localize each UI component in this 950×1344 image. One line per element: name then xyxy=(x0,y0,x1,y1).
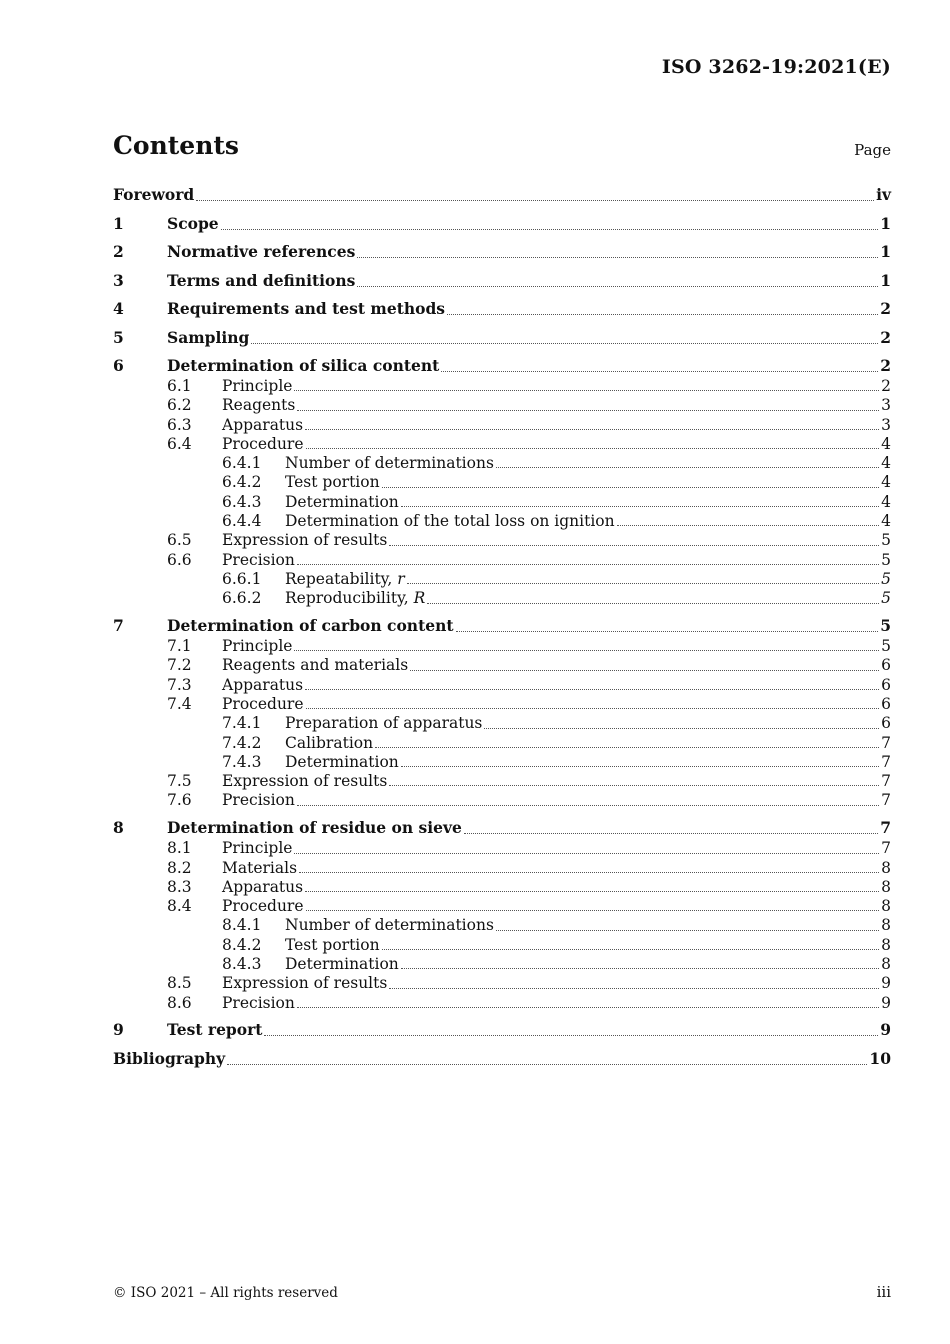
toc-entry-title[interactable] xyxy=(285,493,399,512)
toc-entry-title-text: Determination xyxy=(285,752,399,771)
dot-leader xyxy=(305,428,879,430)
toc-entry-title[interactable] xyxy=(285,753,399,772)
dot-leader xyxy=(306,447,880,449)
toc-entry[interactable] xyxy=(113,772,891,791)
toc-entry-page: 1 xyxy=(880,242,891,261)
toc-entry-title[interactable] xyxy=(167,1020,262,1041)
toc-entry-title[interactable] xyxy=(285,570,405,589)
toc-entry[interactable] xyxy=(113,570,891,589)
toc-entry-number: 8.4.1 xyxy=(222,916,262,935)
toc-entry-title[interactable] xyxy=(222,859,297,878)
dot-leader xyxy=(389,544,879,546)
dot-leader xyxy=(617,524,880,526)
dot-leader xyxy=(306,707,880,709)
dot-leader xyxy=(297,804,879,806)
toc-entry-title[interactable] xyxy=(222,839,292,858)
toc-entry-page: 9 xyxy=(880,1020,891,1040)
toc-entry-page: 2 xyxy=(880,327,891,347)
toc-entry-number: 8.6 xyxy=(167,993,192,1012)
toc-entry-title-text: Expression of results xyxy=(222,772,388,791)
toc-entry-number: 7.6 xyxy=(167,791,192,810)
toc-entry-number: 7.4 xyxy=(167,694,192,713)
dot-leader xyxy=(357,256,878,258)
toc-entry-title[interactable] xyxy=(167,299,445,320)
toc-entry-number: 1 xyxy=(113,213,124,233)
toc-entry-page: 1 xyxy=(880,213,891,233)
toc-entry-title[interactable] xyxy=(222,551,295,570)
toc-entry[interactable] xyxy=(113,416,891,435)
toc-entry-title[interactable] xyxy=(113,1049,225,1070)
toc-entry-page: 6 xyxy=(881,714,891,733)
toc-entry-number: 7.5 xyxy=(167,772,192,791)
toc-entry-title[interactable] xyxy=(222,695,304,714)
toc-entry[interactable] xyxy=(113,263,891,292)
toc-entry-number: 6.4.2 xyxy=(222,473,262,492)
toc-entry-page: 7 xyxy=(881,791,891,810)
dot-leader xyxy=(389,784,879,786)
toc-entry-title[interactable] xyxy=(285,936,380,955)
toc-entry-title-text: Test portion xyxy=(285,935,380,954)
toc-entry-title-symbol: R xyxy=(413,589,426,608)
toc-entry-title-text: Expression of results xyxy=(222,531,388,550)
toc-entry-title[interactable] xyxy=(167,214,219,235)
toc-entry-page: 7 xyxy=(880,818,891,838)
toc-entry-title-text: Expression of results xyxy=(222,974,388,993)
dot-leader xyxy=(357,285,878,287)
toc-entry-title[interactable] xyxy=(285,734,373,753)
toc-entry-title-text: Bibliography xyxy=(113,1048,226,1068)
dot-leader xyxy=(196,199,874,201)
toc-entry-number: 3 xyxy=(113,270,124,290)
toc-entry-number: 8.2 xyxy=(167,858,192,877)
toc-entry[interactable] xyxy=(113,714,891,733)
page-title: Contents xyxy=(113,131,240,160)
toc-entry-number: 9 xyxy=(113,1020,124,1040)
toc-entry-title-text: Principle xyxy=(222,637,293,656)
toc-entry[interactable] xyxy=(113,320,891,349)
toc-entry-number: 4 xyxy=(113,299,124,318)
toc-entry-number: 6.6.1 xyxy=(222,569,262,588)
toc-entry-title[interactable] xyxy=(167,242,355,263)
toc-entry-number: 6.6.2 xyxy=(222,589,262,608)
toc-entry-title[interactable] xyxy=(167,356,439,377)
toc-entry-title-text: Reagents and materials xyxy=(222,656,409,675)
toc-entry-number: 7.4.1 xyxy=(222,714,262,733)
toc-entry[interactable] xyxy=(113,839,891,858)
toc-entry[interactable] xyxy=(113,656,891,675)
dot-leader xyxy=(297,1006,879,1008)
toc-entry[interactable] xyxy=(113,1013,891,1042)
toc-entry-title-text: Procedure xyxy=(222,694,304,713)
toc-entry-title-text: Determination of carbon content xyxy=(167,616,454,636)
toc-entry-number: 7.4.2 xyxy=(222,733,262,752)
dot-leader xyxy=(401,505,879,507)
toc-entry-page: 5 xyxy=(881,531,891,550)
toc-entry[interactable] xyxy=(113,609,891,638)
toc-entry-number: 7.4.3 xyxy=(222,752,262,771)
toc-entry[interactable] xyxy=(113,753,891,772)
toc-entry[interactable] xyxy=(113,974,891,993)
toc-entry-title-text: Precision xyxy=(222,791,295,810)
toc-entry-title-text: Determination xyxy=(285,955,399,974)
toc-entry[interactable] xyxy=(113,676,891,695)
toc-entry-page: 8 xyxy=(881,877,891,896)
toc-entry-title[interactable] xyxy=(167,328,249,349)
toc-entry-title-text: Requirements and test methods xyxy=(167,299,446,318)
toc-entry-page: 7 xyxy=(881,772,891,791)
toc-entry-page: 1 xyxy=(880,270,891,290)
toc-entry-title-text: Reagents xyxy=(222,396,296,415)
toc-entry-title[interactable] xyxy=(222,772,387,791)
toc-entry-page: 7 xyxy=(881,839,891,858)
table-of-contents xyxy=(113,186,891,1070)
dot-leader xyxy=(427,602,879,604)
dot-leader xyxy=(305,688,879,690)
toc-entry-number: 8.1 xyxy=(167,839,192,858)
toc-entry-page: 8 xyxy=(881,916,891,935)
toc-entry[interactable] xyxy=(113,235,891,264)
toc-entry-title[interactable] xyxy=(222,637,292,656)
toc-entry-page: 3 xyxy=(881,415,891,434)
toc-entry-page: 4 xyxy=(881,512,891,531)
toc-entry[interactable] xyxy=(113,1041,891,1070)
toc-entry[interactable] xyxy=(113,637,891,656)
toc-entry-title-text: Sampling xyxy=(167,327,250,347)
toc-entry[interactable] xyxy=(113,512,891,531)
toc-entry-page: 10 xyxy=(869,1048,891,1068)
toc-entry-title-text: Terms and definitions xyxy=(167,270,356,290)
toc-entry-page: 7 xyxy=(881,733,891,752)
toc-entry-title-text: Test portion xyxy=(285,473,380,492)
toc-entry-title[interactable] xyxy=(285,473,380,492)
toc-entry-page: 4 xyxy=(881,434,891,453)
toc-entry-title[interactable] xyxy=(222,676,303,695)
dot-leader xyxy=(389,987,879,989)
toc-entry-page: 6 xyxy=(881,675,891,694)
toc-entry-number: 8.3 xyxy=(167,877,192,896)
toc-entry-title[interactable] xyxy=(222,531,387,550)
toc-entry-number: 7.3 xyxy=(167,675,192,694)
toc-entry-page: 9 xyxy=(881,974,891,993)
toc-entry[interactable] xyxy=(113,695,891,714)
toc-entry-page: 8 xyxy=(881,935,891,954)
toc-entry-page: 6 xyxy=(881,656,891,675)
toc-entry-number: 6.6 xyxy=(167,550,192,569)
page-number: iii xyxy=(876,1283,891,1301)
toc-entry-title[interactable] xyxy=(167,616,454,637)
dot-leader xyxy=(484,727,879,729)
toc-entry-title[interactable] xyxy=(285,714,482,733)
toc-entry[interactable] xyxy=(113,454,891,473)
toc-entry-page: 2 xyxy=(881,377,891,395)
toc-entry-title[interactable] xyxy=(167,818,462,839)
toc-entry[interactable] xyxy=(113,791,891,810)
toc-entry-title[interactable] xyxy=(222,974,387,993)
toc-entry[interactable] xyxy=(113,435,891,454)
toc-entry-title-text: Principle xyxy=(222,377,293,395)
toc-entry-page: 7 xyxy=(881,752,891,771)
toc-entry-page: 8 xyxy=(881,858,891,877)
toc-entry-page: 6 xyxy=(881,694,891,713)
dot-leader xyxy=(496,466,879,468)
toc-entry-page: 5 xyxy=(881,569,891,588)
toc-entry-number: 6.1 xyxy=(167,377,192,395)
toc-entry[interactable] xyxy=(113,994,891,1013)
dot-leader xyxy=(401,765,879,767)
toc-entry-title[interactable] xyxy=(167,271,355,292)
toc-entry[interactable] xyxy=(113,349,891,378)
toc-entry-title[interactable] xyxy=(285,512,615,531)
dot-leader xyxy=(464,832,878,834)
toc-entry-title-text: Determination of silica content xyxy=(167,356,440,375)
toc-entry-title-text: Determination xyxy=(285,492,399,511)
toc-entry-page: 8 xyxy=(881,955,891,974)
toc-entry-title[interactable] xyxy=(222,656,408,675)
toc-entry-page: 9 xyxy=(881,993,891,1012)
dot-leader xyxy=(456,630,879,632)
toc-entry-title[interactable] xyxy=(222,396,295,415)
dot-leader xyxy=(407,582,879,584)
dot-leader xyxy=(306,909,880,911)
toc-entry-title[interactable] xyxy=(222,897,304,916)
toc-entry-title-text: Determination of residue on sieve xyxy=(167,818,462,838)
toc-entry-title-text: Procedure xyxy=(222,897,304,916)
toc-entry[interactable] xyxy=(113,377,891,396)
toc-entry-title-text: Test report xyxy=(167,1020,263,1040)
toc-entry-title-text: Reproducibility, xyxy=(285,589,414,608)
toc-entry-title[interactable] xyxy=(285,589,425,608)
toc-entry-page: 3 xyxy=(881,396,891,415)
toc-entry[interactable] xyxy=(113,493,891,512)
toc-entry-title-text: Foreword xyxy=(113,185,195,204)
page-column-label: Page xyxy=(854,141,891,159)
toc-entry-number: 6.4.1 xyxy=(222,454,262,473)
toc-entry-page: 5 xyxy=(881,589,891,608)
copyright-notice: © ISO 2021 – All rights reserved xyxy=(113,1285,338,1301)
toc-entry-title-text: Precision xyxy=(222,993,295,1012)
toc-entry-title[interactable] xyxy=(222,994,295,1013)
toc-entry[interactable] xyxy=(113,734,891,753)
toc-entry[interactable] xyxy=(113,531,891,550)
toc-entry-title-text: Precision xyxy=(222,550,295,569)
toc-entry-number: 2 xyxy=(113,242,124,261)
toc-entry-page: iv xyxy=(876,185,891,204)
toc-entry-page: 2 xyxy=(880,299,891,318)
dot-leader xyxy=(375,746,879,748)
toc-entry-number: 8.5 xyxy=(167,974,192,993)
toc-entry-number: 6.5 xyxy=(167,531,192,550)
toc-entry-title[interactable] xyxy=(222,791,295,810)
dot-leader xyxy=(294,852,879,854)
dot-leader xyxy=(264,1034,878,1036)
dot-leader xyxy=(382,948,880,950)
dot-leader xyxy=(299,871,879,873)
dot-leader xyxy=(441,370,878,372)
toc-entry-title-text: Materials xyxy=(222,858,298,877)
dot-leader xyxy=(227,1063,867,1065)
toc-entry[interactable] xyxy=(113,811,891,840)
dot-leader xyxy=(410,669,879,671)
toc-entry[interactable] xyxy=(113,396,891,415)
toc-entry[interactable] xyxy=(113,878,891,897)
toc-entry-page: 8 xyxy=(881,897,891,916)
toc-entry-title[interactable] xyxy=(222,878,303,897)
toc-entry[interactable] xyxy=(113,589,891,608)
toc-entry-number: 6.4.4 xyxy=(222,512,262,531)
toc-entry[interactable] xyxy=(113,859,891,878)
toc-entry-title-text: Principle xyxy=(222,839,293,858)
toc-entry[interactable] xyxy=(113,206,891,235)
document-id: ISO 3262-19:2021(E) xyxy=(661,56,891,78)
toc-entry-number: 6.4.3 xyxy=(222,492,262,511)
toc-entry-number: 6 xyxy=(113,356,124,375)
toc-entry[interactable] xyxy=(113,292,891,321)
toc-entry-title-text: Calibration xyxy=(285,733,374,752)
toc-entry[interactable] xyxy=(113,955,891,974)
toc-entry[interactable] xyxy=(113,186,891,206)
toc-entry-title-text: Scope xyxy=(167,213,219,233)
toc-entry-page: 4 xyxy=(881,473,891,492)
toc-entry-title[interactable] xyxy=(285,454,494,473)
toc-entry-title-text: Apparatus xyxy=(222,675,304,694)
toc-entry[interactable] xyxy=(113,473,891,492)
toc-entry-title[interactable] xyxy=(222,435,304,454)
toc-entry-number: 6.3 xyxy=(167,415,192,434)
dot-leader xyxy=(221,228,879,230)
dot-leader xyxy=(382,486,880,488)
toc-entry-page: 5 xyxy=(880,616,891,636)
toc-entry-title-text: Determination of the total loss on ignition xyxy=(285,512,615,531)
toc-entry-page: 5 xyxy=(881,637,891,656)
toc-entry-title[interactable] xyxy=(222,377,292,396)
dot-leader xyxy=(294,389,879,391)
toc-entry-number: 8.4.3 xyxy=(222,955,262,974)
toc-entry[interactable] xyxy=(113,916,891,935)
toc-entry-number: 7.2 xyxy=(167,656,192,675)
toc-entry-title-text: Normative references xyxy=(167,242,356,261)
toc-entry-title[interactable] xyxy=(285,916,494,935)
toc-entry-title[interactable] xyxy=(113,185,194,206)
dot-leader xyxy=(401,967,879,969)
toc-entry[interactable] xyxy=(113,897,891,916)
toc-entry-title-text: Number of determinations xyxy=(285,454,494,473)
toc-entry-title-symbol: r xyxy=(397,569,405,588)
dot-leader xyxy=(297,409,879,411)
toc-entry-number: 7.1 xyxy=(167,637,192,656)
toc-entry-page: 2 xyxy=(880,356,891,375)
toc-entry-title-text: Procedure xyxy=(222,434,304,453)
toc-entry-title-text: Apparatus xyxy=(222,877,304,896)
toc-entry-number: 8.4.2 xyxy=(222,935,262,954)
dot-leader xyxy=(305,890,879,892)
toc-entry-number: 8 xyxy=(113,818,124,838)
toc-entry-title-text: Number of determinations xyxy=(285,916,494,935)
toc-entry-title[interactable] xyxy=(285,955,399,974)
dot-leader xyxy=(447,313,878,315)
toc-entry-title-text: Apparatus xyxy=(222,415,304,434)
toc-entry-number: 5 xyxy=(113,327,124,347)
toc-entry[interactable] xyxy=(113,936,891,955)
dot-leader xyxy=(294,649,879,651)
dot-leader xyxy=(496,929,879,931)
toc-entry-page: 4 xyxy=(881,454,891,473)
dot-leader xyxy=(297,563,879,565)
toc-entry-number: 6.4 xyxy=(167,434,192,453)
toc-entry-number: 6.2 xyxy=(167,396,192,415)
dot-leader xyxy=(251,342,878,344)
toc-entry-number: 7 xyxy=(113,616,124,636)
toc-entry-title-text: Repeatability, xyxy=(285,569,398,588)
toc-entry-title-text: Preparation of apparatus xyxy=(285,714,483,733)
toc-entry-number: 8.4 xyxy=(167,897,192,916)
toc-entry-title[interactable] xyxy=(222,416,303,435)
toc-entry[interactable] xyxy=(113,551,891,570)
toc-entry-page: 5 xyxy=(881,550,891,569)
toc-entry-page: 4 xyxy=(881,492,891,511)
